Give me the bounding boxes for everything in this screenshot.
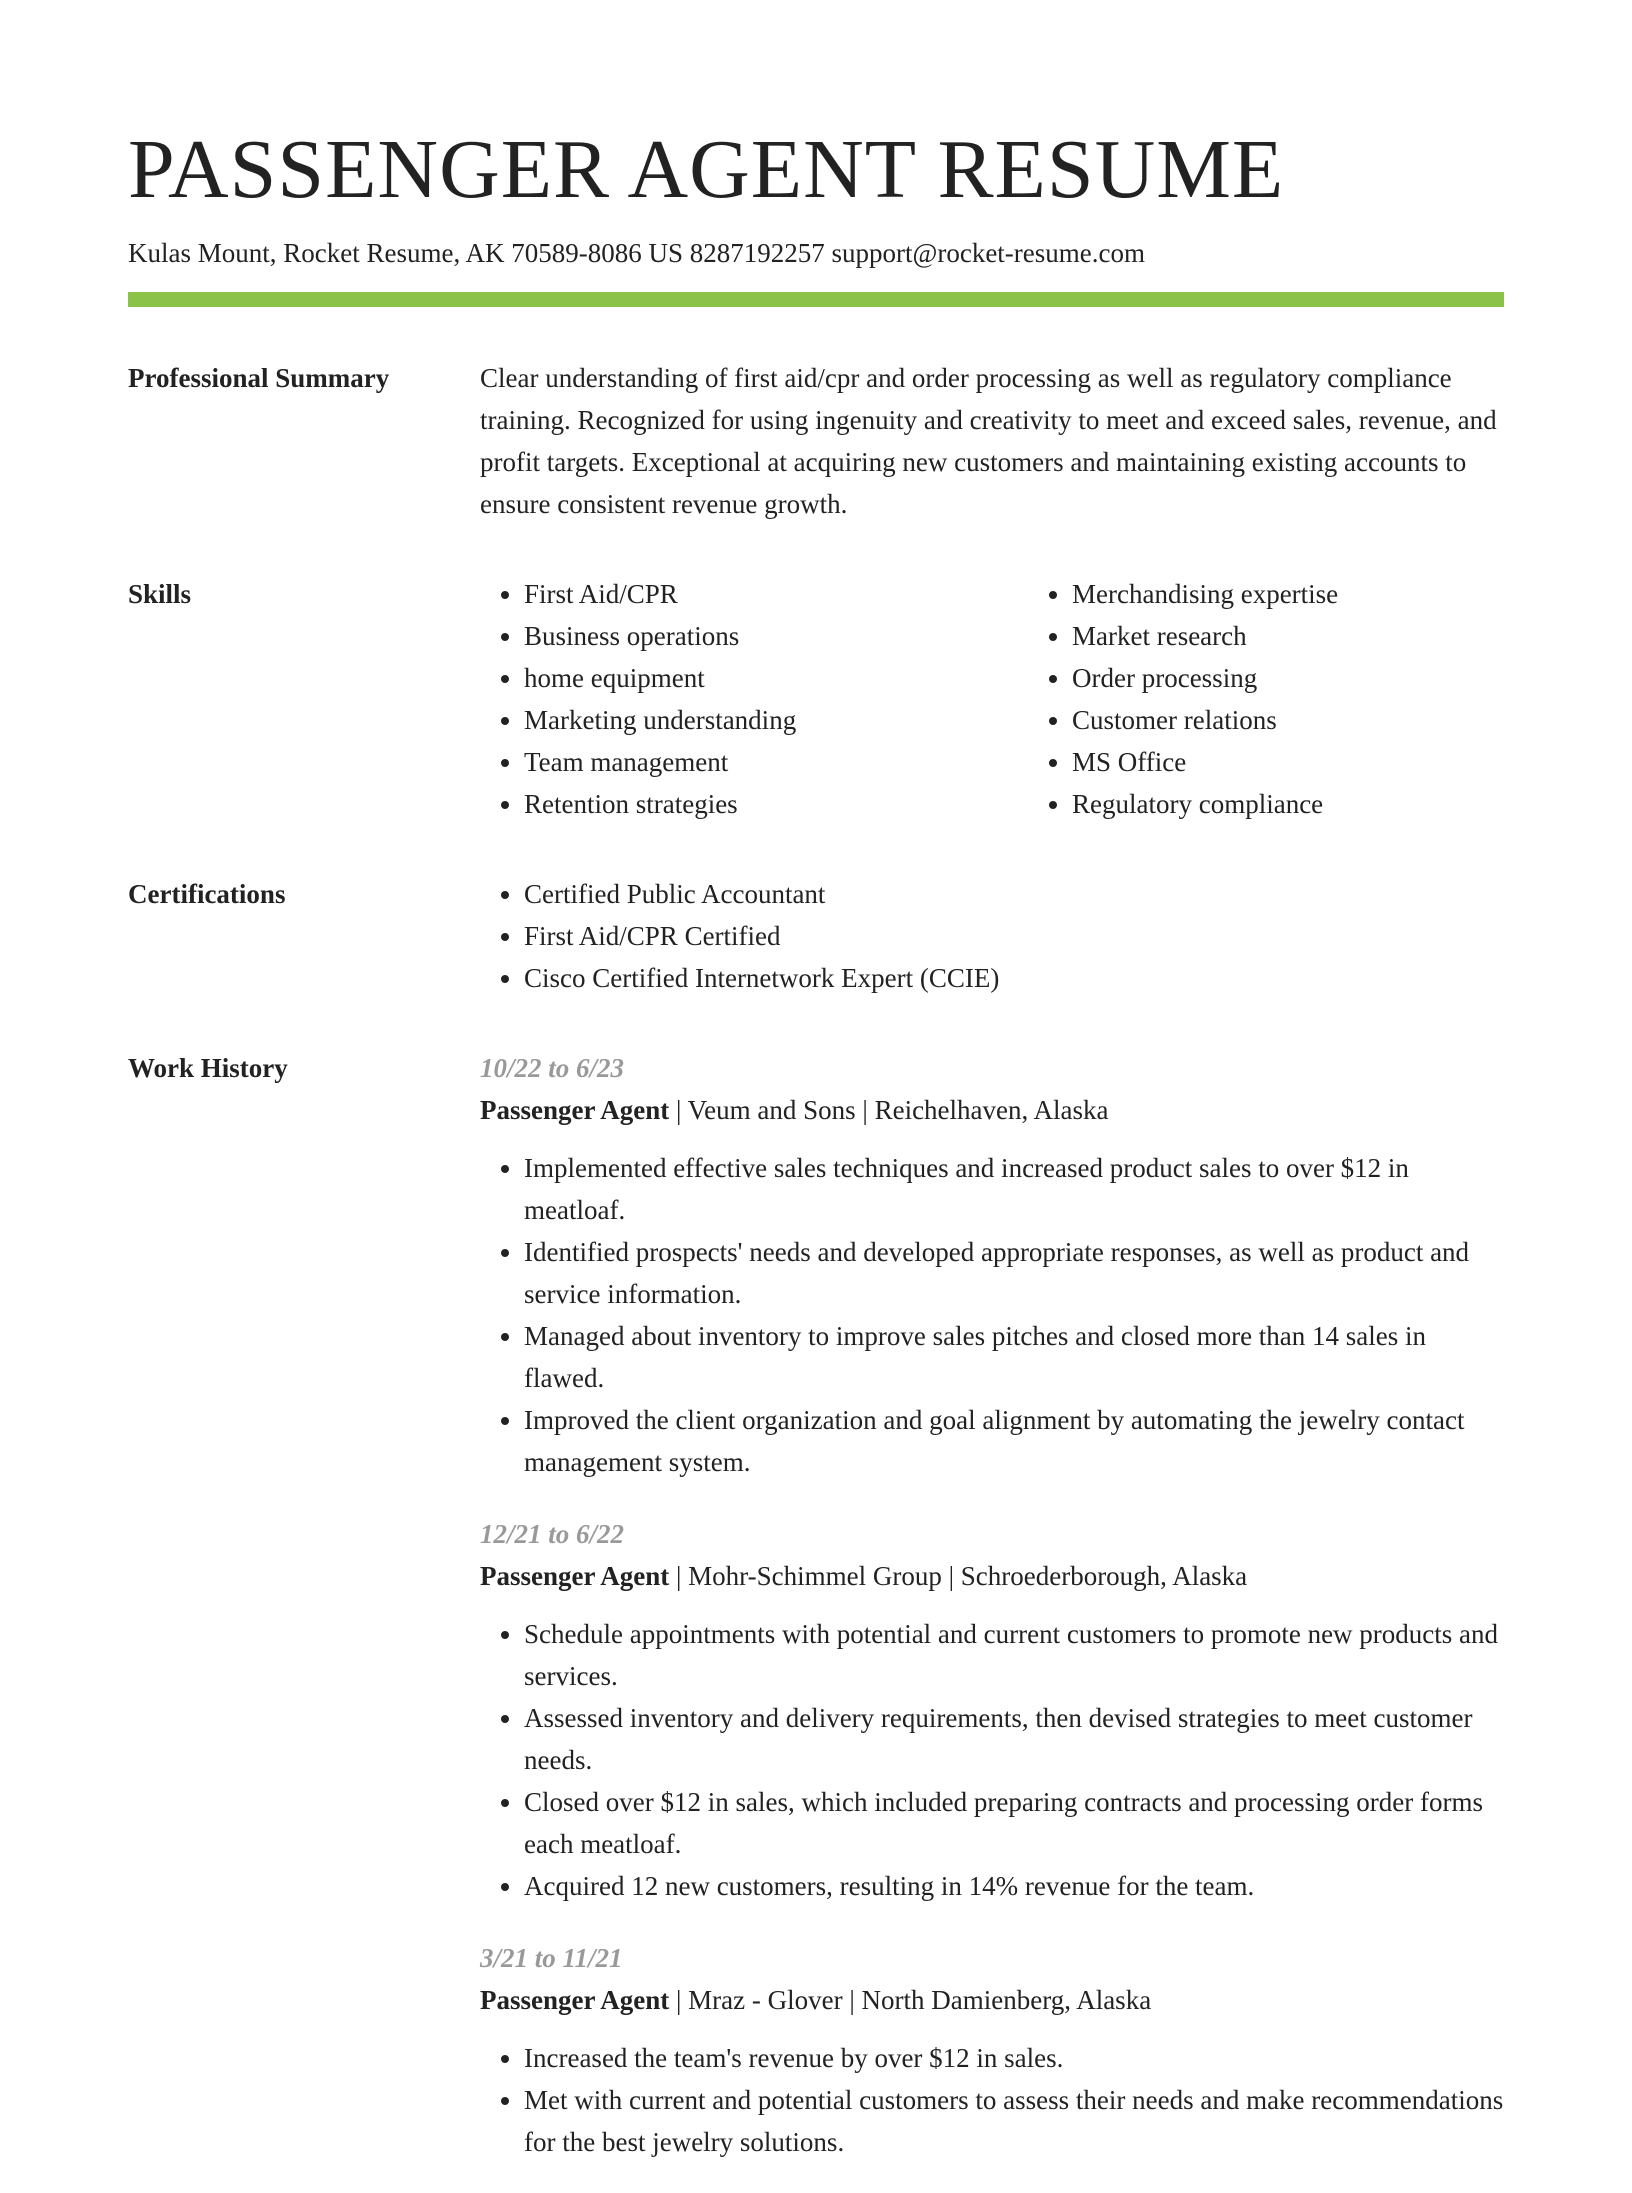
summary-text: Clear understanding of first aid/cpr and order processing as well as regulatory compliance training. Recognized for using ingenuity and creativity to meet and exceed sales, revenue, and profit targets. Exceptional at acquiring new customers and maintaining existing accounts to ensure consistent revenue growth.: [480, 363, 1497, 519]
job-details: | Mohr-Schimmel Group | Schroederborough, Alaska: [669, 1561, 1248, 1591]
job-bullet: • Implemented effective sales techniques and increased product sales to over $12 in meatloaf.: [524, 1147, 1504, 1231]
job-title-line: [480, 1555, 1504, 1597]
skill-item: • Regulatory compliance: [1072, 783, 1576, 825]
job-dates: 3/21 to 11/21: [480, 1943, 623, 1973]
job-bullet: • Met with current and potential customers to assess their needs and make recommendations for the best jewelry solutions.: [524, 2079, 1504, 2163]
job-title: Passenger Agent: [480, 1095, 670, 1125]
summary-section: [128, 357, 1504, 525]
job-title: Passenger Agent: [480, 1561, 670, 1591]
skill-item: • Customer relations: [1072, 699, 1576, 741]
skills-list-col2: [1028, 573, 1576, 825]
job-bullet: • Closed over $12 in sales, which included preparing contracts and processing order forms each meatloaf.: [524, 1781, 1504, 1865]
skill-item: • MS Office: [1072, 741, 1576, 783]
job-dates: 12/21 to 6/22: [480, 1519, 625, 1549]
certification-item: • Certified Public Accountant: [524, 873, 1504, 915]
certifications-list: [480, 873, 1504, 999]
skill-item: • Merchandising expertise: [1072, 573, 1576, 615]
job-bullets: [480, 1613, 1504, 1907]
skill-item: • Team management: [524, 741, 1028, 783]
certification-item: • First Aid/CPR Certified: [524, 915, 1504, 957]
job-bullet: • Improved the client organization and goal alignment by automating the jewelry contact management system.: [524, 1399, 1504, 1483]
skill-item: • Retention strategies: [524, 783, 1028, 825]
resume-title: PASSENGER AGENT RESUME: [128, 123, 1285, 216]
work-history-section: [128, 1047, 1504, 2193]
job-entry: [480, 1513, 1504, 1907]
job-entry: [480, 1047, 1504, 1483]
job-bullet: • Acquired 12 new customers, resulting in 14% revenue for the team.: [524, 1865, 1504, 1907]
resume-page: [128, 118, 1504, 2193]
job-details: | Veum and Sons | Reichelhaven, Alaska: [669, 1095, 1109, 1125]
job-title: Passenger Agent: [480, 1985, 670, 2015]
job-title-line: [480, 1089, 1504, 1131]
skill-item: • Market research: [1072, 615, 1576, 657]
skill-item: • home equipment: [524, 657, 1028, 699]
job-bullets: [480, 1147, 1504, 1483]
section-label-skills: Skills: [128, 579, 192, 609]
job-bullet: • Assessed inventory and delivery requirements, then devised strategies to meet customer needs.: [524, 1697, 1504, 1781]
section-label-summary: Professional Summary: [128, 363, 390, 393]
contact-line: Kulas Mount, Rocket Resume, AK 70589-8086 US 8287192257 support@rocket-resume.com: [128, 238, 1145, 268]
job-dates: 10/22 to 6/23: [480, 1053, 625, 1083]
job-bullet: • Identified prospects' needs and developed appropriate responses, as well as product and service information.: [524, 1231, 1504, 1315]
accent-divider: [128, 292, 1504, 307]
section-label-work-history: Work History: [128, 1053, 288, 1083]
job-bullet: • Managed about inventory to improve sales pitches and closed more than 14 sales in flawed.: [524, 1315, 1504, 1399]
job-title-line: [480, 1979, 1504, 2021]
skill-item: • Marketing understanding: [524, 699, 1028, 741]
skills-section: [128, 573, 1504, 825]
job-bullet: • Schedule appointments with potential and current customers to promote new products and services.: [524, 1613, 1504, 1697]
certification-item: • Cisco Certified Internetwork Expert (CCIE): [524, 957, 1504, 999]
job-bullet: • Increased the team's revenue by over $12 in sales.: [524, 2037, 1504, 2079]
skill-item: • Business operations: [524, 615, 1028, 657]
skills-list-col1: [480, 573, 1028, 825]
job-entry: [480, 1937, 1504, 2163]
job-details: | Mraz - Glover | North Damienberg, Alaska: [669, 1985, 1152, 2015]
section-label-certifications: Certifications: [128, 879, 286, 909]
skill-item: • Order processing: [1072, 657, 1576, 699]
certifications-section: [128, 873, 1504, 999]
skill-item: • First Aid/CPR: [524, 573, 1028, 615]
job-bullets: [480, 2037, 1504, 2163]
